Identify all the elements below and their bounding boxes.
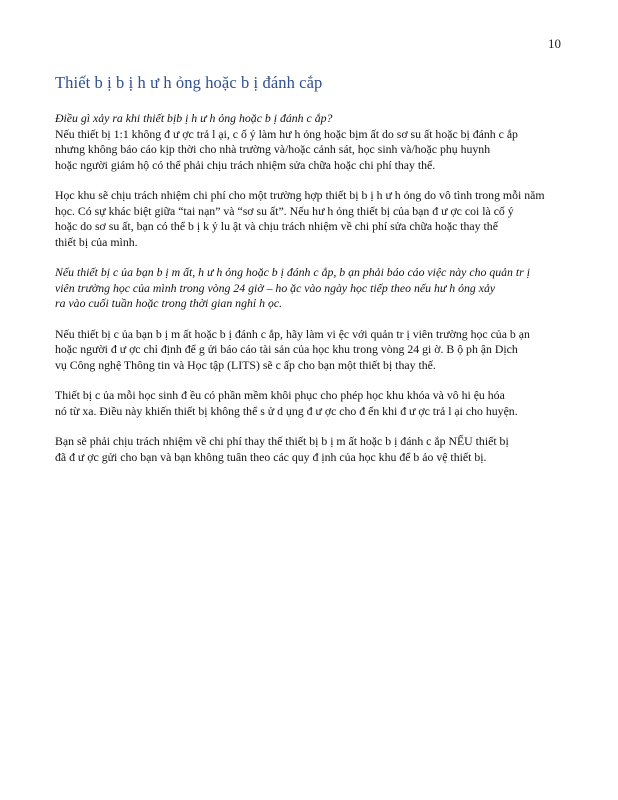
paragraph-line: vụ Công nghệ Thông tin và Học tập (LITS) sẽ c ấp cho bạn một thiết bị thay thế. — [55, 357, 436, 372]
paragraph-line: học. Có sự khác biệt giữa “tai nạn” và “sơ su ất”. Nếu hư h ỏng thiết bị của bạn đ ư ợc coi là cố ý — [55, 203, 514, 218]
section-heading: Thiết b ị b ị h ư h ỏng hoặc b ị đánh cắp — [55, 73, 323, 92]
paragraph-line: nhưng không báo cáo kịp thời cho nhà trường và/hoặc cảnh sát, học sinh và/hoặc phụ huynh — [55, 142, 491, 156]
paragraph-lost-stolen — [55, 327, 567, 374]
paragraph-recovery-software — [55, 388, 567, 419]
paragraph-line: Bạn sẽ phải chịu trách nhiệm về chi phí thay thế thiết bị b ị m ất hoặc b ị đánh c ắp NẾU thiết bị — [55, 434, 509, 448]
paragraph-accident-policy — [55, 188, 567, 250]
paragraph-line: Nếu thiết bị 1:1 không đ ư ợc trả l ại, c ố ý làm hư h ỏng hoặc bịm ất do sơ su ất hoặc bị đánh c ắp — [55, 126, 518, 141]
paragraph-line: Thiết bị c ủa mỗi học sinh đ ều có phần mềm khôi phục cho phép học khu khóa và vô hi ệu hóa — [55, 388, 505, 402]
paragraph-line: Nếu thiết bị c ủa bạn b ị m ất hoặc b ị đánh c ắp, hãy làm vi ệc với quản tr ị viên trường học của b ạn — [55, 326, 530, 341]
paragraph-line: hoặc do sơ su ất, bạn có thể b ị k ỷ lu ật và chịu trách nhiệm về chi phí sửa chữa hoặc thay thế — [55, 219, 498, 233]
page-content — [55, 73, 567, 480]
paragraph-line: Nếu thiết bị c ủa bạn b ị m ất, h ư h ỏng hoặc b ị đánh c ắp, b ạn phải báo cáo việc này cho quản tr ị — [55, 265, 530, 279]
page-number: 10 — [548, 36, 561, 51]
paragraph-line: nó từ xa. Điều này khiến thiết bị không thể s ử d ụng đ ư ợc cho đ ến khi đ ư ợc trả l ại cho huyện. — [55, 403, 518, 418]
paragraph-line: Học khu sẽ chịu trách nhiệm chi phí cho một trường hợp thiết bị b ị h ư h ỏng do vô tình trong mỗi năm — [55, 188, 545, 202]
paragraph-line: hoặc người đ ư ợc chỉ định để g ửi báo cáo tài sản của học khu trong vòng 24 gi ờ. B ộ ph ận Dịch — [55, 342, 518, 356]
paragraph-replacement-cost — [55, 434, 567, 465]
paragraph-report-deadline — [55, 265, 567, 312]
paragraph-line: ra vào cuối tuần hoặc trong thời gian nghỉ h ọc. — [55, 296, 283, 310]
paragraph-question-intro — [55, 111, 567, 173]
question-line: Điều gì xảy ra khi thiết bịb ị h ư h ỏng hoặc b ị đánh c ắp? — [55, 111, 333, 125]
paragraph-line: đã đ ư ợc gửi cho bạn và bạn không tuân theo các quy đ ịnh của học khu để b ảo vệ thiết bị. — [55, 449, 487, 464]
paragraph-line: thiết bị của mình. — [55, 234, 138, 249]
paragraph-line: hoặc người giám hộ có thể phải chịu trách nhiệm sửa chữa hoặc chi phí thay thế. — [55, 157, 436, 172]
paragraph-line: viên trường học của mình trong vòng 24 giờ – ho ặc vào ngày học tiếp theo nếu hư h ỏng xảy — [55, 280, 496, 295]
